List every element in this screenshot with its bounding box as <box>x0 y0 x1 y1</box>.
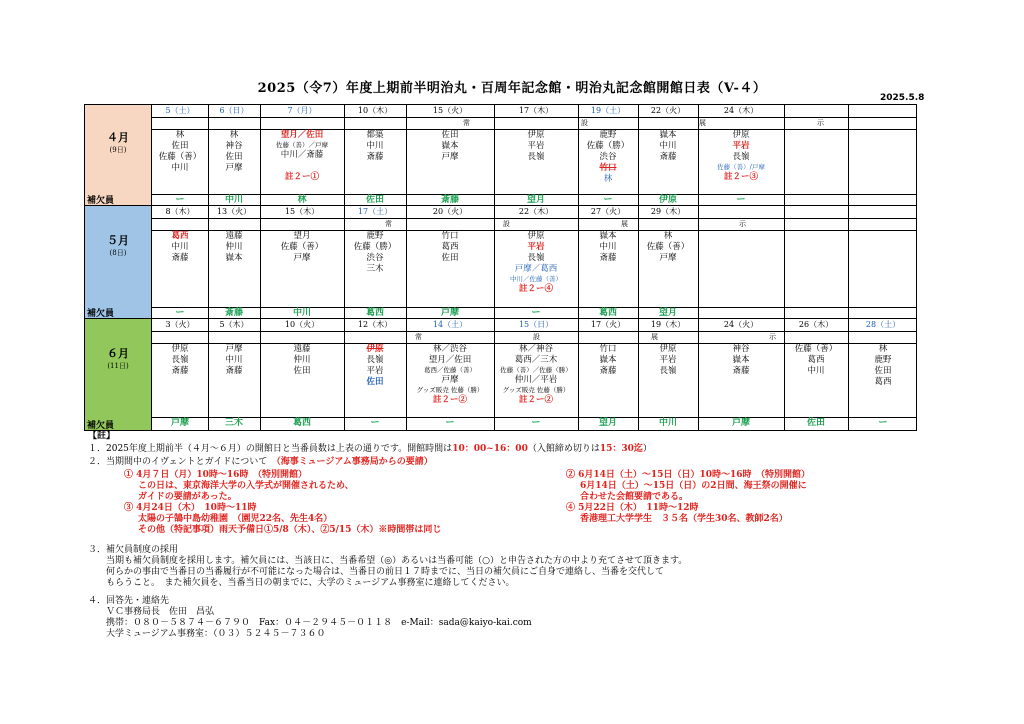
staff-name: 佐藤（善） <box>280 242 324 252</box>
staff-name: 斎藤 <box>171 253 189 263</box>
staff-name: 佐藤（善）／戸摩 <box>276 141 328 149</box>
substitute: 佐田 <box>365 195 384 205</box>
staff-name: 平岩 <box>527 141 545 151</box>
staff-name: 三木 <box>366 264 384 274</box>
staff-name: 遠藤 <box>293 344 311 354</box>
contact-office: 大学ミュージアム事務室：（０３）５２４５－７３６０ <box>106 629 326 639</box>
month-name: ６月 <box>107 347 129 360</box>
substitute: 望月 <box>526 195 545 205</box>
staff-name: 林 <box>603 174 613 184</box>
staff-name: 中川 <box>225 355 243 365</box>
substitute: 戸摩 <box>731 418 750 428</box>
substitute: 中川 <box>292 308 311 318</box>
staff-name: 佐田 <box>225 152 243 162</box>
may-block <box>84 205 917 318</box>
staff-name: 竹口 <box>599 344 617 354</box>
joset-label: 常 設 展 示 <box>415 333 828 341</box>
staff-name: 鹿野 <box>599 130 617 140</box>
staff-name: 中川／斎藤 <box>280 150 324 160</box>
staff-name: 都築 <box>366 130 384 140</box>
note-3-line: もらうこと。 また補欠員を、当番当日の朝までに、大学のミュージアム事務室に連絡してください。 <box>106 578 515 588</box>
substitute: ー <box>370 418 380 428</box>
event-line: その他（特記事項）雨天予備日①5/8（木）、②5/15（木）※時間帯は同じ <box>138 525 442 535</box>
substitute: ー <box>445 418 455 428</box>
day-column <box>344 319 407 430</box>
hoketsu-label: 補欠員 <box>87 196 115 206</box>
day-column <box>638 319 699 430</box>
substitute: ー <box>175 195 185 205</box>
note-2-request: （海事ミュージアム事務局からの要請） <box>276 457 433 467</box>
note-3-line: 当期も補欠員制度を採用します。補欠員には、当該日に、当番希望（◎）あるいは当番可能（○）と申告された方の中より充てさせて頂きます。 <box>106 556 688 566</box>
staff-name: 戸摩 <box>659 253 677 263</box>
staff-name: 戸摩 <box>225 344 243 354</box>
staff-name: 葛西 <box>171 231 189 241</box>
april-block <box>84 104 917 205</box>
june-block <box>84 318 917 431</box>
day-column <box>494 105 579 205</box>
open-day-count: (8日) <box>109 249 127 257</box>
day-column <box>344 206 407 318</box>
staff-name: 長嶺 <box>659 366 677 376</box>
day-column <box>260 206 345 318</box>
staff-name: グッズ販売 佐藤（勝） <box>502 386 570 394</box>
day-column <box>698 105 785 205</box>
day-column <box>152 105 209 205</box>
joset-label: 常 設 展 示 <box>463 119 876 127</box>
substitute: 望月 <box>598 418 617 428</box>
note-ref: 註２ー④ <box>518 284 553 294</box>
staff-name: 林／渋谷 <box>432 344 467 354</box>
day-date: 13（火） <box>216 207 252 216</box>
day-date: 26（木） <box>798 320 834 329</box>
staff-name: 林／神谷 <box>518 344 553 354</box>
day-date: 15（木） <box>284 207 320 216</box>
staff-name: 伊原 <box>732 130 750 140</box>
event-line: 合わせた会館要請である。 <box>580 492 689 502</box>
staff-name: 竹口 <box>441 231 459 241</box>
staff-name: 嶽本 <box>599 355 617 365</box>
hoketsu-label: 補欠員 <box>87 309 115 319</box>
event-line: ③ 4月24日（木） 10時～11時 <box>124 503 257 513</box>
day-date: 5（木） <box>219 320 249 329</box>
event-line: 太陽の子鵠中島幼稚園 （園児22名、先生4名） <box>138 514 333 524</box>
note-1-text: １．2025年度上期前半（４月～６月）の開館日と当番員数は上表の通りです。開館時間は <box>88 444 453 454</box>
staff-name: 戸摩 <box>441 152 459 162</box>
event-line: 6月14日（土）～15日（日）の2日間、海王祭の開催に <box>580 481 807 491</box>
staff-name: 佐田 <box>293 366 311 376</box>
staff-name: 中川／佐藤（善） <box>510 275 562 283</box>
staff-name: 葛西／三木 <box>514 355 558 365</box>
staff-name: 望月／佐田 <box>428 355 472 365</box>
staff-name: 伊原 <box>527 231 545 241</box>
day-date: 19（土） <box>590 106 626 115</box>
staff-name: 鹿野 <box>874 355 892 365</box>
staff-name: 佐田 <box>366 377 384 387</box>
staff-name: 斎藤 <box>732 366 750 376</box>
staff-name: 林 <box>229 130 239 140</box>
staff-name: 戸摩 <box>225 163 243 173</box>
day-date: 3（火） <box>165 320 195 329</box>
day-column <box>208 319 261 430</box>
month-name: ５月 <box>107 234 129 247</box>
empty-column <box>848 105 918 205</box>
substitute: 中川 <box>658 418 677 428</box>
june-days <box>152 319 916 430</box>
day-date: 22（木） <box>518 207 554 216</box>
note-1-text: ） <box>642 444 652 454</box>
note-3-head: ３．補欠員制度の採用 <box>88 545 179 555</box>
staff-name: 仲川 <box>293 355 311 365</box>
staff-name: 林 <box>175 130 185 140</box>
staff-name: 佐田 <box>171 141 189 151</box>
substitute: 望月 <box>658 308 677 318</box>
day-column <box>208 105 261 205</box>
substitute: 葛西 <box>598 308 617 318</box>
page-title: 2025（令7）年度上期前半明治丸・百周年記念館・明治丸記念館開館日表（V-４） <box>257 81 767 96</box>
staff-name: 斎藤 <box>171 366 189 376</box>
staff-name: 長嶺 <box>527 253 545 263</box>
may-days <box>152 206 916 318</box>
day-date: 24（木） <box>723 106 759 115</box>
staff-name: 佐藤（善） <box>794 344 838 354</box>
note-3-line: 何らかの事由で当番日の当番履行が不可能になった場合は、当番日の前日１７時までに、当日の補欠員にご自身で連絡し、当番を交代して <box>106 567 665 577</box>
day-column <box>260 319 345 430</box>
event-line: この日は、東京海洋大学の入学式が開催されるため、 <box>138 481 354 491</box>
staff-name: 葛西 <box>441 242 459 252</box>
substitute: 斎藤 <box>440 195 459 205</box>
note-ref: 註２ー② <box>518 395 553 405</box>
day-date: 8（木） <box>165 207 195 216</box>
june-label <box>85 319 152 430</box>
event-2 <box>566 470 810 525</box>
staff-name: 葛西 <box>807 355 825 365</box>
staff-name: 葛西／佐藤（善） <box>424 366 476 374</box>
day-date: 15（火） <box>432 106 468 115</box>
day-column <box>260 105 345 205</box>
day-column <box>152 206 209 318</box>
note-ref: 註２ー③ <box>723 172 758 182</box>
issue-date: 2025.5.8 <box>880 93 925 103</box>
month-name: ４月 <box>107 131 129 144</box>
day-column <box>578 206 639 318</box>
day-date: 20（火） <box>432 207 468 216</box>
substitute: 戸摩 <box>440 308 459 318</box>
substitute: ー <box>531 418 541 428</box>
staff-name: 佐藤（善）/戸摩 <box>717 163 765 171</box>
staff-name: 嶽本 <box>225 253 243 263</box>
staff-name: 仲川／平岩 <box>514 375 558 385</box>
day-date: 17（木） <box>518 106 554 115</box>
staff-name: 戸摩 <box>441 375 459 385</box>
substitute: 葛西 <box>365 308 384 318</box>
staff-name: 伊原 <box>527 130 545 140</box>
empty-column <box>698 206 785 318</box>
day-date: 19（木） <box>650 320 686 329</box>
note-3 <box>88 545 687 589</box>
note-1-text: （入館締め切りは <box>527 444 600 454</box>
day-column <box>406 319 495 430</box>
staff-name: 中川 <box>171 163 189 173</box>
substitute: ー <box>531 308 541 318</box>
note-ref: 註２ー② <box>432 395 467 405</box>
day-date: 28（土） <box>865 320 901 329</box>
staff-name: 渋谷 <box>366 253 384 263</box>
substitute: 斎藤 <box>224 308 243 318</box>
substitute: 戸摩 <box>170 418 189 428</box>
contact-phone: 携帯：０８０－５８７４－６７９０ Fax：０４－２９４５－０１１８ e-Mail：sada@kaiyo-kai.com <box>106 618 532 628</box>
staff-name: 伊原 <box>171 344 189 354</box>
staff-name: 長嶺 <box>732 152 750 162</box>
staff-name: 平岩 <box>527 242 545 252</box>
staff-name: 仲川 <box>225 242 243 252</box>
day-column <box>494 319 579 430</box>
note-4-head: ４．回答先・連絡先 <box>88 596 170 606</box>
substitute: 伊原 <box>658 195 677 205</box>
day-column <box>406 206 495 318</box>
staff-name: 長嶺 <box>366 355 384 365</box>
staff-name: 渋谷 <box>599 152 617 162</box>
substitute: ー <box>175 308 185 318</box>
staff-name: 佐田 <box>874 366 892 376</box>
staff-name: グッズ販売 佐藤（勝） <box>416 386 484 394</box>
staff-name: 嶽本 <box>732 355 750 365</box>
substitute: 葛西 <box>292 418 311 428</box>
day-date: 6（日） <box>219 106 249 115</box>
day-column <box>152 319 209 430</box>
staff-name: 佐藤（善） <box>158 152 202 162</box>
staff-name: 嶽本 <box>599 231 617 241</box>
staff-name: 佐藤（善）／佐藤（勝） <box>500 366 572 374</box>
staff-name: 平岩 <box>366 366 384 376</box>
day-column <box>848 319 918 430</box>
event-line: 香港理工大学学生 ３５名（学生30名、教師2名） <box>580 514 788 524</box>
day-date: 29（木） <box>650 207 686 216</box>
day-column <box>494 206 579 318</box>
hoketsu-label: 補欠員 <box>87 421 115 431</box>
staff-name: 平岩 <box>732 141 750 151</box>
staff-name: 戸摩／葛西 <box>514 264 558 274</box>
day-date: 14（土） <box>432 320 468 329</box>
open-hours: 10：00~16：00 <box>452 444 528 454</box>
staff-name: 斎藤 <box>659 152 677 162</box>
day-column <box>344 105 407 205</box>
day-column <box>698 319 785 430</box>
staff-name: 佐田 <box>441 253 459 263</box>
substitute: 三木 <box>224 418 243 428</box>
last-entry: 15：30迄 <box>599 444 643 454</box>
staff-name: 林 <box>878 344 888 354</box>
staff-name: 中川 <box>171 242 189 252</box>
staff-list <box>152 130 208 174</box>
staff-name: 中川 <box>807 366 825 376</box>
staff-name: 佐藤（勝） <box>353 242 397 252</box>
staff-name: 鹿野 <box>366 231 384 241</box>
staff-name: 伊原 <box>659 344 677 354</box>
staff-name: 嶽本 <box>441 141 459 151</box>
notes-heading: 【註】 <box>88 431 116 441</box>
day-date: 27（火） <box>590 207 626 216</box>
day-date: 5（土） <box>165 106 195 115</box>
may-label <box>85 206 152 318</box>
event-line: ガイドの要請があった。 <box>138 492 237 502</box>
day-column <box>638 206 699 318</box>
day-date: 10（木） <box>357 106 393 115</box>
staff-name: 中川 <box>659 141 677 151</box>
staff-name: 佐藤（善） <box>646 242 690 252</box>
staff-name: 斎藤 <box>366 152 384 162</box>
day-column <box>638 105 699 205</box>
april-label <box>85 105 152 205</box>
note-ref: 註２ー① <box>284 172 319 182</box>
day-column <box>578 105 639 205</box>
april-days <box>152 105 916 205</box>
joset-label: 常 設 展 示 <box>385 220 798 228</box>
event-1 <box>124 470 441 536</box>
note-2 <box>88 457 433 468</box>
substitute: ー <box>736 195 746 205</box>
event-line: ② 6月14日（土）～15日（日）10時～16時 （特別開館） <box>566 470 810 480</box>
empty-column <box>784 105 849 205</box>
staff-name: 斎藤 <box>599 253 617 263</box>
staff-name: 中川 <box>599 242 617 252</box>
staff-name: 佐藤（勝） <box>586 141 630 151</box>
staff-name: 斎藤 <box>225 366 243 376</box>
substitute: ー <box>603 195 613 205</box>
day-date: 15（日） <box>518 320 554 329</box>
staff-name: 平岩 <box>659 355 677 365</box>
day-date: 24（火） <box>723 320 759 329</box>
day-column <box>578 319 639 430</box>
day-date: 17（土） <box>357 207 393 216</box>
day-column <box>784 319 849 430</box>
staff-name: 葛西 <box>874 377 892 387</box>
staff-name: 長嶺 <box>527 152 545 162</box>
day-date: 10（火） <box>284 320 320 329</box>
note-1 <box>88 444 652 455</box>
day-date: 17（火） <box>590 320 626 329</box>
note-2-text: ２．当期間中のイヴェントとガイドについて <box>88 457 268 467</box>
contact-name: ＶＣ事務局長 佐田 昌弘 <box>106 607 215 617</box>
staff-name: 斎藤 <box>599 366 617 376</box>
empty-column <box>784 206 849 318</box>
staff-name: 長嶺 <box>171 355 189 365</box>
staff-name: 戸摩 <box>293 253 311 263</box>
substitute: 中川 <box>224 195 243 205</box>
staff-name: 神谷 <box>732 344 750 354</box>
staff-name: 佐田 <box>441 130 459 140</box>
event-line: ④ 5月22日（木） 11時～12時 <box>566 503 699 513</box>
schedule-grid <box>84 104 917 431</box>
day-date: 22（火） <box>650 106 686 115</box>
staff-name: 遠藤 <box>225 231 243 241</box>
staff-name: 伊原 <box>366 344 384 354</box>
staff-name: 望月 <box>293 231 311 241</box>
staff-name: 中川 <box>366 141 384 151</box>
day-date: 7（月） <box>287 106 317 115</box>
day-column <box>208 206 261 318</box>
open-day-count: (11日) <box>107 362 129 370</box>
day-date: 12（木） <box>357 320 393 329</box>
staff-name: 嶽本 <box>659 130 677 140</box>
empty-column <box>848 206 918 318</box>
substitute: ー <box>878 418 888 428</box>
substitute: 林 <box>297 195 307 205</box>
staff-name: 林 <box>663 231 673 241</box>
substitute: 佐田 <box>806 418 825 428</box>
staff-name: 竹口 <box>599 163 617 173</box>
staff-name: 神谷 <box>225 141 243 151</box>
note-4 <box>88 596 532 640</box>
open-day-count: (9日) <box>109 146 127 154</box>
event-line: ① 4月７日（月）10時～16時 （特別開館） <box>124 470 307 480</box>
day-column <box>406 105 495 205</box>
staff-name: 望月／佐田 <box>280 130 324 140</box>
